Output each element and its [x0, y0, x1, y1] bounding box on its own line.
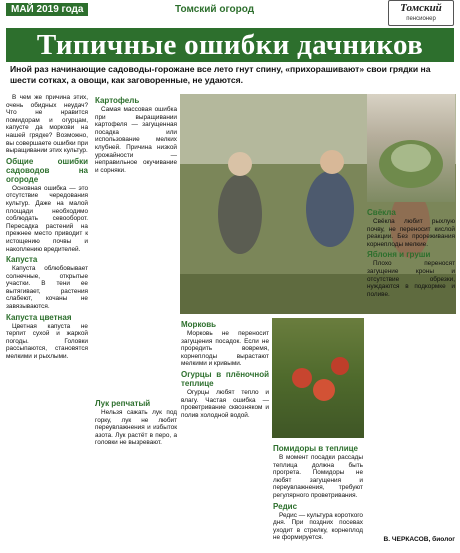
subheading-general: Общие ошибки садоводов на огороде: [6, 156, 88, 184]
paragraph: Основная ошибка — это отсутствие чередования культур. Даже на малой площади необходимо соблюдать севооборот. Пересадка растений на прежнее место приводит к истощению почвы и накоплению вредителей.: [6, 184, 88, 253]
subheading-radish: Редис: [273, 501, 298, 511]
paragraph: Плохо переносят загущение кроны и отсутствие обрезки, нуждаются в подкормке и поливе.: [367, 260, 455, 298]
column-4: [273, 442, 363, 546]
paragraph: Капуста облюбовывает солнечные, открытые участки. В тени ее вытягивает, растения слабеют, кочаны не завязываются.: [6, 265, 88, 311]
paragraph: Огурцы любят тепло и влагу. Частая ошибка — проветривание сквозняком и полив холодной водой.: [181, 388, 269, 419]
column-2-bottom: [95, 397, 177, 547]
page-header: [0, 0, 460, 26]
headline-bar: [6, 28, 454, 62]
paragraph: Нельзя сажать лук под горку, лук не любит переувлажнения и избыток азота. Лук растёт в перо, а головки не вызревают.: [95, 409, 177, 447]
subheading-cauliflower: Капуста цветная: [6, 312, 72, 322]
subheading-apples: Яблоня и груши: [367, 250, 431, 260]
author-credit: В. ЧЕРКАСОВ, биолог: [383, 536, 455, 543]
subheading-cucumbers: Огурцы в плёночной теплице: [181, 369, 269, 388]
subheading-carrot: Морковь: [181, 320, 217, 329]
intro-paragraph: В чем же причина этих, очень обидных неудач? Что не нравится помидорам и огурцам, капусте да моркови на нашей грядке? Возможно, вы совершаете ошибки при выращивании этих культур.: [6, 94, 88, 155]
subheading-potato: Картофель: [95, 96, 140, 105]
paragraph: Самая массовая ошибка при выращивании картофеля — загущенная посадка или использование мелких клубней. Причина низкой урожайности — неправильное окучивание и сорняки.: [95, 106, 177, 174]
subheading-cabbage: Капуста: [6, 255, 38, 265]
subheading-onion: Лук репчатый: [95, 399, 151, 408]
paragraph: Цветная капуста не терпит сухой и жаркой погоды. Головки рассыпаются, становятся мелкими и рыхлыми.: [6, 322, 88, 361]
paragraph: Свёкла любит рыхлую почву, не переносит кислой реакции. Без прореживания корнеплоды мелкие.: [367, 218, 455, 248]
paragraph: В момент посадки рассады теплица должна быть прогрета. Помидоры не любят загущения и переувлажнения, требуют регулярного проветривания.: [273, 454, 363, 499]
column-2: [95, 94, 177, 394]
column-3: [181, 318, 269, 548]
article-title: Типичные ошибки дачников: [36, 29, 424, 61]
newspaper-logo: [388, 0, 454, 26]
paragraph: Морковь не переносит загущения посадок. Если не проредить вовремя, корнеплоды вырастают мелкими и кривыми.: [181, 330, 269, 368]
subheading-tomatoes: Помидоры в теплице: [273, 444, 358, 453]
logo-sub: пенсионер: [406, 16, 436, 22]
photo-tomatoes: [272, 318, 364, 438]
column-5: [367, 206, 455, 546]
subheading-beet: Свёкла: [367, 208, 396, 217]
logo-name: Томский: [400, 2, 442, 14]
photo-cabbage: [367, 94, 455, 202]
article-lead: Иной раз начинающие садоводы-горожане все лето гнут спину, «прихорашивают» свои грядки на шести сотках, а овощи, как заговоренные, не удаются.: [10, 64, 431, 85]
column-1: [6, 94, 88, 546]
issue-date: МАЙ 2019 года: [6, 3, 88, 16]
paragraph: Редис — культура короткого дня. При поздних посевах уходит в стрелку, корнеплод не формируется.: [273, 511, 363, 542]
section-title: Томский огород: [175, 4, 255, 15]
